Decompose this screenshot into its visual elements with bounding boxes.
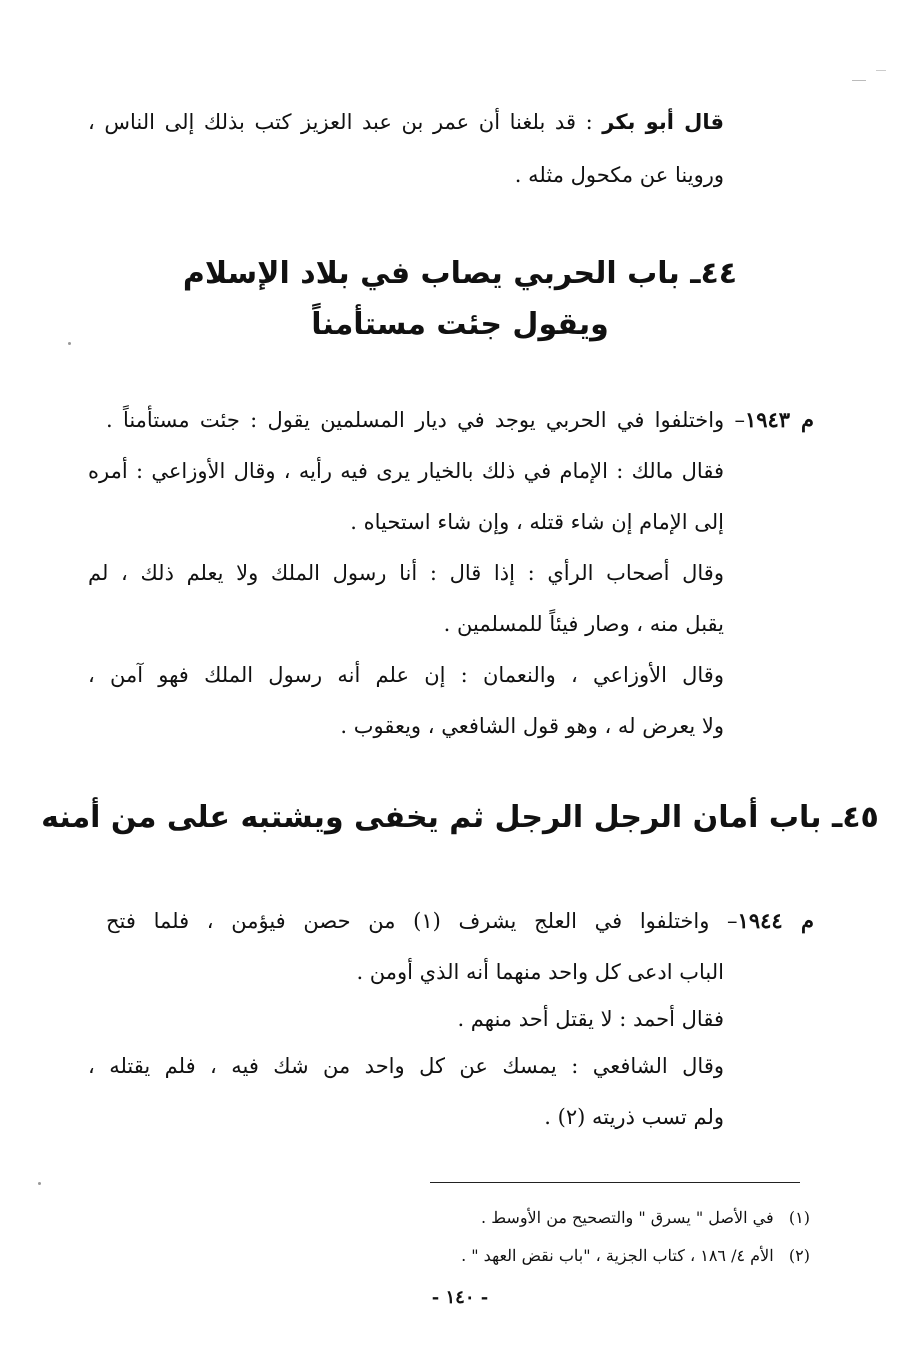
- scan-speck: [876, 70, 886, 71]
- footnote-2-text: الأم ٤/ ١٨٦ ، كتاب الجزية ، "باب نقض العهد " .: [461, 1246, 774, 1265]
- issue-number: م ١٩٤٣: [744, 407, 814, 432]
- page-number: - ١٤٠ -: [431, 1287, 489, 1308]
- footnote-separator: [430, 1182, 800, 1183]
- para-1943-line-1: [106, 405, 814, 435]
- scan-speck: [68, 342, 71, 345]
- para-1944-line-5: ولم تسب ذريته (٢) .: [544, 1105, 724, 1129]
- chapter-44-title-line-2: ويقول جئت مستأمناً: [311, 307, 609, 342]
- footnote-2: [310, 1243, 810, 1269]
- para-1944-line-1: [106, 906, 814, 936]
- footnote-1-text: في الأصل " يسرق " والتصحيح من الأوسط .: [481, 1208, 774, 1227]
- scan-speck: [38, 1182, 41, 1185]
- para-1943-line-6: وقال الأوزاعي ، والنعمان : إن علم أنه رسول الملك فهو آمن ،: [88, 663, 724, 687]
- para-1944-line-4: وقال الشافعي : يمسك عن كل واحد من شك فيه ، فلم يقتله ،: [88, 1054, 724, 1078]
- para-1943-line-2: فقال مالك : الإمام في ذلك بالخيار يرى فيه رأيه ، وقال الأوزاعي : أمره: [88, 459, 724, 483]
- chapter-44-title-line-1: ٤٤ـ باب الحربي يصاب في بلاد الإسلام: [182, 256, 738, 291]
- para-1943-line-7: ولا يعرض له ، وهو قول الشافعي ، ويعقوب .: [340, 714, 724, 738]
- para-1943-line-5: يقبل منه ، وصار فيئاً للمسلمين .: [443, 612, 724, 636]
- intro-speaker: قال أبو بكر: [602, 110, 725, 134]
- footnote-1: [310, 1205, 810, 1231]
- issue-number: م ١٩٤٤: [737, 908, 814, 933]
- para-1943-line-4: وقال أصحاب الرأي : إذا قال : أنا رسول الملك ولا يعلم ذلك ، لم: [88, 561, 724, 585]
- para-1943-line-1-text: – واختلفوا في الحربي يوجد في ديار المسلمين يقول : جئت مستأمناً .: [106, 408, 745, 432]
- intro-line-1: [88, 107, 724, 137]
- footnote-2-mark: (٢): [788, 1246, 810, 1265]
- para-1944-line-2: الباب ادعى كل واحد منهما أنه الذي أومن .: [356, 960, 724, 984]
- para-1944-line-3: فقال أحمد : لا يقتل أحد منهم .: [457, 1007, 724, 1031]
- para-1944-line-1-text: – واختلفوا في العلج يشرف (١) من حصن فيؤمن ، فلما فتح: [106, 909, 738, 933]
- scan-speck: [852, 80, 866, 81]
- footnote-1-mark: (١): [788, 1208, 810, 1227]
- intro-line-2: وروينا عن مكحول مثله .: [514, 163, 724, 187]
- chapter-45-title: ٤٥ـ باب أمان الرجل الرجل ثم يخفى ويشتبه على من أمنه: [41, 800, 879, 835]
- intro-line-1-text: : قد بلغنا أن عمر بن عبد العزيز كتب بذلك إلى الناس ،: [88, 110, 603, 134]
- para-1943-line-3: إلى الإمام إن شاء قتله ، وإن شاء استحياه .: [350, 510, 724, 534]
